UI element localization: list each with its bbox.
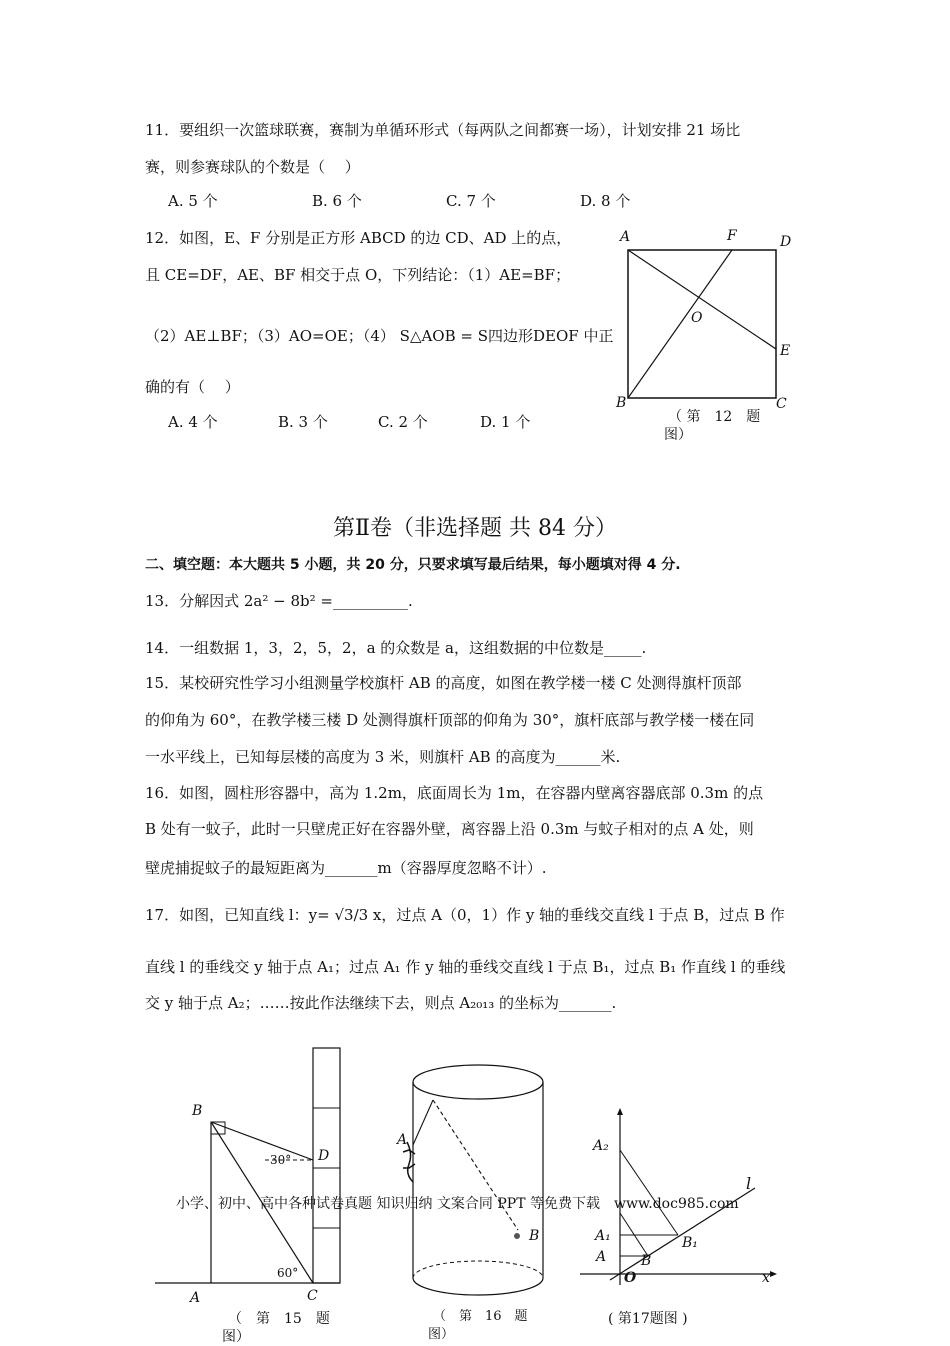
fig15-angle-60: 60° [277, 1266, 299, 1280]
q16-line3: 壁虎捕捉蚊子的最短距离为_______m（容器厚度忽略不计）. [145, 859, 547, 877]
q12-option-c: C. 2 个 [378, 413, 428, 431]
fig16-caption-2: 图） [428, 1327, 455, 1342]
q11-option-d: D. 8 个 [580, 192, 631, 210]
q17-line3: 交 y 轴于点 A₂；……按此作法继续下去，则点 A₂₀₁₃ 的坐标为_______. [145, 994, 617, 1012]
q15-line3: 一水平线上，已知每层楼的高度为 3 米，则旗杆 AB 的高度为______米. [145, 748, 621, 766]
q11-line1: 11．要组织一次篮球联赛，赛制为单循环形式（每两队之间都赛一场），计划安排 21 场比 [145, 121, 741, 139]
q12-option-a: A. 4 个 [168, 413, 218, 431]
q15-line1: 15．某校研究性学习小组测量学校旗杆 AB 的高度，如图在教学楼一楼 C 处测得旗杆顶部 [145, 674, 742, 692]
figure-15 [150, 1040, 360, 1290]
fig12-label-d: D [780, 234, 792, 250]
fig12-label-b: B [616, 395, 627, 411]
fig12-label-a: A [620, 229, 631, 245]
fig15-caption-2: 图） [222, 1329, 250, 1345]
section-description: 二、填空题：本大题共 5 小题，共 20 分，只要求填写最后结果，每小题填对得 4 分. [145, 557, 681, 573]
q12-line2: 且 CE=DF，AE、BF 相交于点 O，下列结论：（1）AE=BF； [145, 266, 571, 284]
fig17-label-x: x [762, 1270, 770, 1286]
q17-line1: 17．如图，已知直线 l：y= √3/3 x，过点 A（0，1）作 y 轴的垂线交直线 l 于点 B，过点 B 作 [145, 906, 785, 924]
q12-option-b: B. 3 个 [278, 413, 328, 431]
q12-option-d: D. 1 个 [480, 413, 531, 431]
fig17-label-o: O [624, 1270, 637, 1286]
fig16-label-b: B [529, 1228, 540, 1244]
q12-line1: 12．如图，E、F 分别是正方形 ABCD 的边 CD、AD 上的点， [145, 229, 572, 247]
footer-text: 小学、初中、高中各种试卷真题 知识归纳 文案合同 PPT 等免费下载 www.doc985.com [176, 1196, 739, 1212]
q15-line2: 的仰角为 60°，在教学楼三楼 D 处测得旗杆顶部的仰角为 30°，旗杆底部与教学楼一楼在同 [145, 711, 755, 729]
fig12-caption-1: （ 第 12 题 [668, 409, 761, 425]
fig16-label-a: A [397, 1132, 408, 1148]
q11-option-b: B. 6 个 [312, 192, 362, 210]
section-title: 第Ⅱ卷（非选择题 共 84 分） [333, 516, 617, 541]
fig17-caption: ( 第17题图 ) [608, 1311, 688, 1327]
q11-option-a: A. 5 个 [168, 192, 218, 210]
fig12-label-f: F [727, 228, 737, 244]
fig12-label-o: O [691, 310, 703, 326]
fig12-label-c: C [776, 396, 787, 412]
fig17-label-a: A [596, 1249, 607, 1265]
q17-line2: 直线 l 的垂线交 y 轴于点 A₁；过点 A₁ 作 y 轴的垂线交直线 l 于点 B₁，过点 B₁ 作直线 l 的垂线 [145, 958, 786, 976]
fig12-caption-2: 图） [664, 427, 692, 443]
fig16-caption-1: （ 第 16 题 [433, 1309, 528, 1324]
fig15-label-a: A [190, 1290, 201, 1306]
fig15-label-d: D [318, 1148, 330, 1164]
q14: 14．一组数据 1，3，2，5，2，a 的众数是 a，这组数据的中位数是_____. [145, 639, 647, 657]
fig12-label-e: E [780, 343, 791, 359]
fig17-label-b: B [641, 1253, 652, 1269]
fig17-label-a1: A₁ [595, 1228, 611, 1244]
fig17-label-l: l [746, 1174, 752, 1193]
q12-line4: 确的有（ ） [145, 378, 240, 396]
q16-line2: B 处有一蚊子，此时一只壁虎正好在容器外壁，离容器上沿 0.3m 与蚊子相对的点 A 处，则 [145, 820, 754, 838]
q16-line1: 16．如图，圆柱形容器中，高为 1.2m，底面周长为 1m，在容器内壁离容器底部 0.3m 的点 [145, 784, 764, 802]
q12-line3: （2）AE⊥BF；（3）AO=OE；（4） S△AOB = S四边形DEOF 中正 [145, 327, 614, 345]
fig15-angle-30: 30° [270, 1153, 292, 1167]
fig15-caption-1: （ 第 15 题 [228, 1311, 330, 1327]
q11-option-c: C. 7 个 [446, 192, 496, 210]
figure-16 [395, 1060, 555, 1305]
q11-line2: 赛，则参赛球队的个数是（ ） [145, 158, 360, 176]
fig15-label-b: B [192, 1103, 203, 1119]
q13: 13．分解因式 2a² − 8b² =__________. [145, 592, 413, 610]
fig15-label-c: C [307, 1288, 318, 1304]
fig17-label-a2: A₂ [593, 1138, 609, 1154]
fig17-label-b1: B₁ [682, 1235, 698, 1251]
